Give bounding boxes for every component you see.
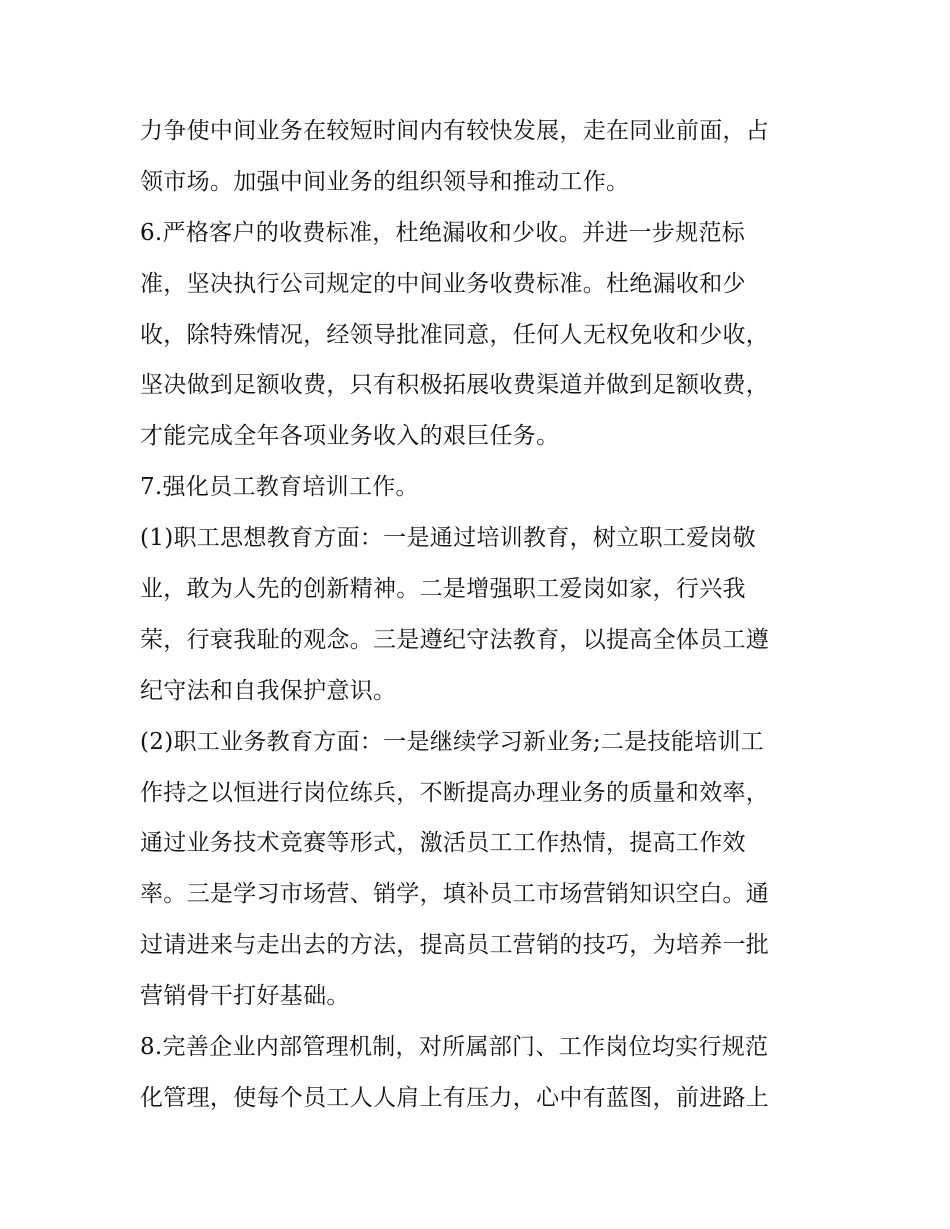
text-line: 化管理，使每个员工人人肩上有压力，心中有蓝图，前进路上 — [140, 1084, 770, 1111]
text-line: 荣，行衰我耻的观念。三是遵纪守法教育，以提高全体员工遵 — [140, 626, 770, 653]
text-line: 作持之以恒进行岗位练兵，不断提高办理业务的质量和效率， — [140, 779, 770, 806]
text-line: 坚决做到足额收费，只有积极拓展收费渠道并做到足额收费， — [140, 372, 770, 399]
document-body — [140, 106, 812, 1124]
text-line: 率。三是学习市场营、销学，填补员工市场营销知识空白。通 — [140, 881, 770, 908]
text-line: 通过业务技术竞赛等形式，激活员工工作热情，提高工作效 — [140, 830, 746, 857]
text-line: 力争使中间业务在较短时间内有较快发展，走在同业前面，占 — [140, 118, 770, 144]
text-line: 7.强化员工教育培训工作。 — [140, 474, 419, 501]
text-line: 纪守法和自我保护意识。 — [140, 677, 397, 704]
text-line: 领市场。加强中间业务的组织领导和推动工作。 — [140, 168, 630, 195]
text-line: 营销骨干打好基础。 — [140, 983, 350, 1010]
text-line: (2)职工业务教育方面：一是继续学习新业务;二是技能培训工 — [140, 728, 765, 755]
text-line: 8.完善企业内部管理机制，对所属部门、工作岗位均实行规范 — [140, 1034, 769, 1061]
text-line: 6.严格客户的收费标准，杜绝漏收和少收。并进一步规范标 — [140, 219, 746, 246]
text-line: 收，除特殊情况，经领导批准同意，任何人无权免收和少收， — [140, 321, 770, 348]
text-line: 才能完成全年各项业务收入的艰巨任务。 — [140, 423, 560, 450]
text-line: 准，坚决执行公司规定的中间业务收费标准。杜绝漏收和少 — [140, 270, 746, 297]
text-line: 过请进来与走出去的方法，提高员工营销的技巧，为培养一批 — [140, 932, 770, 959]
text-line: (1)职工思想教育方面：一是通过培训教育，树立职工爱岗敬 — [140, 525, 756, 552]
text-line: 业，敢为人先的创新精神。二是增强职工爱岗如家，行兴我 — [140, 576, 746, 603]
